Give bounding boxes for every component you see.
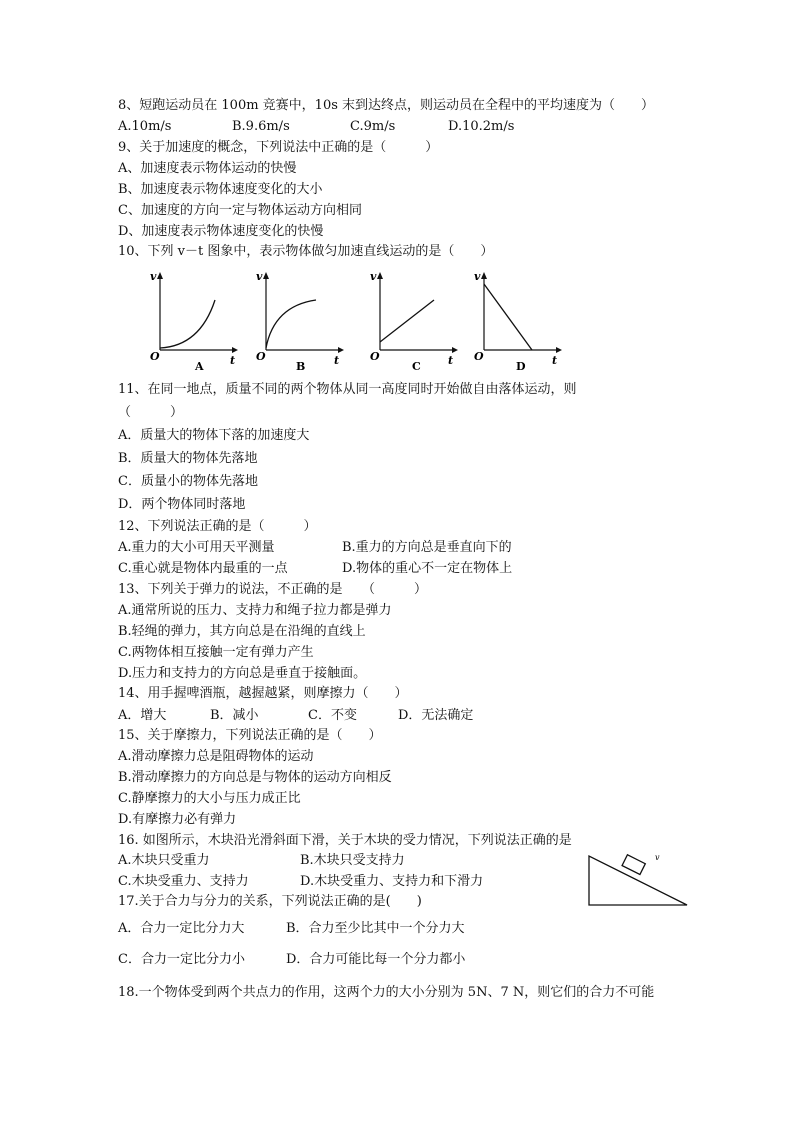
axis-t-label: t [230,354,236,367]
axis-t-label: t [448,354,454,367]
origin-label: O [256,350,266,363]
q8-option-d: D.10.2m/s [448,119,515,134]
wooden-block [622,855,645,875]
q14-option-c: C．不变 [308,708,357,723]
q11-option-a: A．质量大的物体下落的加速度大 [118,428,310,443]
q11-option-d: D．两个物体同时落地 [118,497,246,512]
axis-v-label: v [474,270,481,283]
q15-option-a: A.滑动摩擦力总是阻碍物体的运动 [118,749,314,764]
q8-option-a: A.10m/s [118,119,172,134]
q14-stem: 14、用手握啤酒瓶，越握越紧，则摩擦力（ ） [118,686,408,701]
q12-option-c: C.重心就是物体内最重的一点 [118,561,288,576]
q15-option-c: C.静摩擦力的大小与压力成正比 [118,791,301,806]
line-c [380,300,434,342]
q15-option-b: B.滑动摩擦力的方向总是与物体的运动方向相反 [118,770,392,785]
q11-option-b: B．质量大的物体先落地 [118,451,258,466]
q13-option-c: C.两物体相互接触一定有弹力产生 [118,645,314,660]
q16-stem: 16. 如图所示，木块沿光滑斜面下滑，关于木块的受力情况，下列说法正确的是 [118,833,572,848]
q10-stem: 10、下列 v－t 图象中，表示物体做匀加速直线运动的是（ ） [118,244,494,259]
q14-option-b: B．减小 [210,708,259,723]
q8-option-b: B.9.6m/s [232,119,290,134]
q17-option-d: D．合力可能比每一个分力都小 [286,952,466,967]
velocity-label: v [655,853,660,862]
axis-t-label: t [552,354,558,367]
graph-caption: C [412,360,421,370]
incline-figure [585,848,691,912]
graph-caption: D [516,360,526,370]
q12-option-d: D.物体的重心不一定在物体上 [342,561,513,576]
q8-stem: 8、短跑运动员在 100m 竞赛中，10s 末到达终点，则运动员在全程中的平均速度为（ ） [118,98,655,113]
q12-stem: 12、下列说法正确的是（ ） [118,519,317,534]
q17-option-b: B．合力至少比其中一个分力大 [286,921,465,936]
vt-graph-c [360,270,460,370]
q9-stem: 9、关于加速度的概念，下列说法中正确的是（ ） [118,140,439,155]
q9-option-d: D、加速度表示物体速度变化的快慢 [118,224,324,239]
q9-option-a: A、加速度表示物体运动的快慢 [118,161,297,176]
vt-graph-b [246,270,346,370]
q9-option-b: B、加速度表示物体速度变化的大小 [118,182,323,197]
origin-label: O [150,350,160,363]
q12-option-b: B.重力的方向总是垂直向下的 [342,540,512,555]
graph-caption: B [296,360,306,370]
q13-option-d: D.压力和支持力的方向总是垂直于接触面。 [118,666,367,681]
q16-option-c: C.木块受重力、支持力 [118,874,249,889]
line-d [484,284,532,350]
origin-label: O [370,350,380,363]
axis-v-label: v [256,270,263,283]
q8-option-c: C.9m/s [350,119,396,134]
q17-option-c: C．合力一定比分力小 [118,952,245,967]
q13-option-a: A.通常所说的压力、支持力和绳子拉力都是弹力 [118,603,392,618]
q16-option-b: B.木块只受支持力 [300,853,405,868]
q11-option-c: C．质量小的物体先落地 [118,474,258,489]
q16-option-d: D.木块受重力、支持力和下滑力 [300,874,484,889]
origin-label: O [474,350,484,363]
vt-graph-a [140,270,240,370]
q14-option-d: D．无法确定 [398,708,474,723]
axis-t-label: t [334,354,340,367]
graph-caption: A [195,360,204,370]
curve-b [266,300,316,348]
q15-option-d: D.有摩擦力必有弹力 [118,812,237,827]
vt-graph-d [464,270,564,370]
q15-stem: 15、关于摩擦力，下列说法正确的是（ ） [118,728,382,743]
q9-option-c: C、加速度的方向一定与物体运动方向相同 [118,203,362,218]
q13-option-b: B.轻绳的弹力，其方向总是在沿绳的直线上 [118,624,366,639]
q18-stem: 18.一个物体受到两个共点力的作用，这两个力的大小分别为 5N、7 N，则它们的合力不可能 [118,985,655,1000]
q13-stem: 13、下列关于弹力的说法，不正确的是 （ ） [118,582,428,597]
q12-option-a: A.重力的大小可用天平测量 [118,540,275,555]
q11-stem-blank: （ ） [118,405,184,420]
q16-option-a: A.木块只受重力 [118,853,210,868]
q17-stem: 17.关于合力与分力的关系，下列说法正确的是( ) [118,894,422,909]
q14-option-a: A．增大 [118,708,167,723]
axis-v-label: v [150,270,157,283]
q17-option-a: A．合力一定比分力大 [118,921,245,936]
axis-v-label: v [370,270,377,283]
q11-stem: 11、在同一地点，质量不同的两个物体从同一高度同时开始做自由落体运动，则 [118,382,577,397]
curve-a [160,300,215,348]
